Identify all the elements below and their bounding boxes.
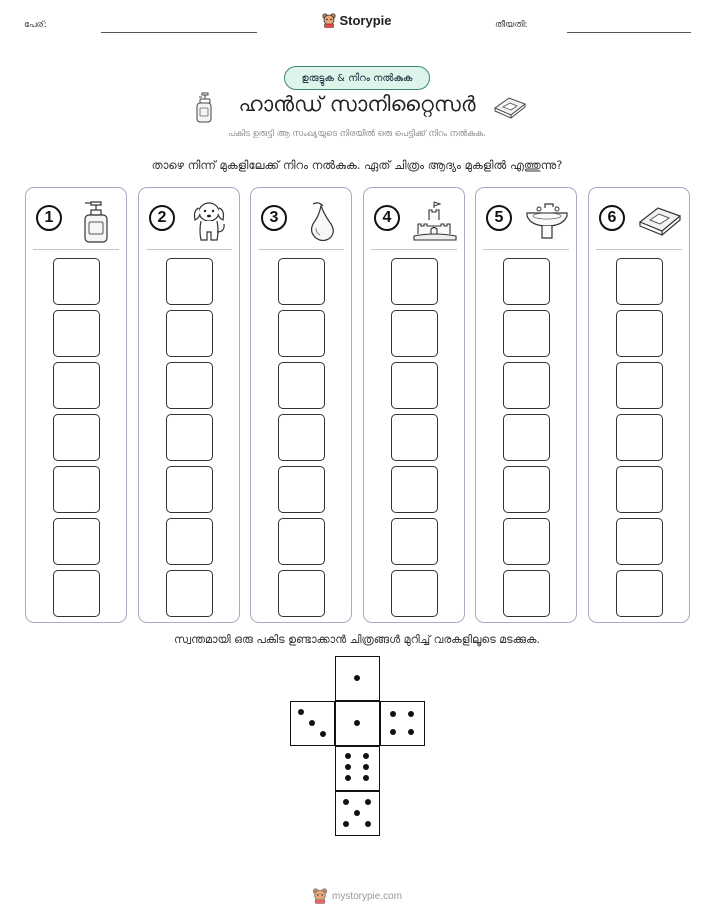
color-box[interactable] [166,570,213,617]
die-pip [320,731,326,737]
color-box[interactable] [53,414,100,461]
column-1 [25,187,127,623]
die-face-1 [335,701,380,746]
name-line[interactable] [101,32,257,33]
color-box[interactable] [278,310,325,357]
water-drop-icon [299,198,345,244]
color-box[interactable] [503,362,550,409]
die-pip [354,720,360,726]
color-box[interactable] [503,310,550,357]
die-pip [408,729,414,735]
color-box[interactable] [616,466,663,513]
page-subtitle: പകിട ഉരുട്ടി ആ സംഖ്യയുടെ നിരയിൽ ഒരു പെട്ടിക്ക് നിറം നൽകുക. [228,129,486,139]
color-box[interactable] [391,258,438,305]
die-pip [309,720,315,726]
sand-castle-icon [412,198,458,244]
column-divider [483,249,569,250]
color-box[interactable] [278,362,325,409]
color-box[interactable] [166,310,213,357]
color-box[interactable] [391,414,438,461]
column-divider [596,249,682,250]
puppy-icon [187,198,233,244]
color-box[interactable] [503,466,550,513]
color-box[interactable] [53,310,100,357]
die-pip [363,753,369,759]
column-3 [250,187,352,623]
column-number: 2 [149,205,175,231]
die-pip [343,799,349,805]
color-box[interactable] [616,362,663,409]
die-face-3 [290,701,335,746]
color-box[interactable] [53,258,100,305]
column-divider [146,249,232,250]
soap-icon [492,94,528,120]
color-box[interactable] [278,570,325,617]
die-face-6 [335,746,380,791]
color-box[interactable] [391,310,438,357]
die-net-instruction: സ്വന്തമായി ഒരു പകിട ഉണ്ടാക്കാൻ ചിത്രങ്ങൾ മുറിച്ച് വരകളിലൂടെ മടക്കുക. [174,633,540,646]
die-pip [345,764,351,770]
color-box[interactable] [616,518,663,565]
color-box[interactable] [503,258,550,305]
die-face-5 [335,791,380,836]
column-number: 3 [261,205,287,231]
color-box[interactable] [53,466,100,513]
column-6 [588,187,690,623]
color-box[interactable] [166,414,213,461]
color-box[interactable] [166,362,213,409]
color-box[interactable] [53,518,100,565]
die-pip [408,711,414,717]
brand [0,13,714,28]
date-line[interactable] [567,32,691,33]
color-box[interactable] [278,258,325,305]
die-pip [354,810,360,816]
footer [0,888,714,904]
color-box[interactable] [166,258,213,305]
bear-logo-icon [322,13,336,28]
name-label: പേര്: [24,20,47,30]
color-box[interactable] [166,466,213,513]
activity-badge: ഉരുട്ടുക & നിറം നൽകുക [284,66,430,90]
column-divider [33,249,119,250]
die-pip [365,821,371,827]
die-pip [390,711,396,717]
die-pip [390,729,396,735]
die-pip [345,753,351,759]
die-pip [354,675,360,681]
brand-name: Storypie [339,13,392,28]
die-pip [365,799,371,805]
column-number: 4 [374,205,400,231]
column-divider [371,249,457,250]
column-2 [138,187,240,623]
die-face-1 [335,656,380,701]
color-box[interactable] [503,570,550,617]
die-pip [298,709,304,715]
column-5 [475,187,577,623]
bear-logo-icon [312,888,328,904]
color-box[interactable] [391,362,438,409]
column-divider [258,249,344,250]
page-title: ഹാൻഡ് സാനിറ്റൈസർ [238,92,476,116]
column-number: 5 [486,205,512,231]
column-number: 1 [36,205,62,231]
color-box[interactable] [53,570,100,617]
color-box[interactable] [616,258,663,305]
die-pip [363,764,369,770]
color-box[interactable] [616,570,663,617]
footer-url[interactable]: mystorypie.com [331,890,402,902]
color-box[interactable] [391,466,438,513]
hand-sanitizer-icon [74,198,120,244]
instruction-text: താഴെ നിന്ന് മുകളിലേക്ക് നിറം നൽകുക. ഏത് ചിത്രം ആദ്യം മുകളിൽ എത്തുന്നു? [151,158,563,172]
color-box[interactable] [391,518,438,565]
color-box[interactable] [278,466,325,513]
die-pip [343,821,349,827]
column-4 [363,187,465,623]
date-label: തീയതി: [495,20,528,30]
die-pip [345,775,351,781]
color-box[interactable] [616,310,663,357]
color-box[interactable] [503,518,550,565]
color-box[interactable] [53,362,100,409]
color-box[interactable] [616,414,663,461]
color-box[interactable] [503,414,550,461]
color-box[interactable] [278,414,325,461]
die-face-4 [380,701,425,746]
sink-icon [524,198,570,244]
color-box[interactable] [391,570,438,617]
color-box[interactable] [166,518,213,565]
color-box[interactable] [278,518,325,565]
column-number: 6 [599,205,625,231]
die-pip [363,775,369,781]
soap-icon [637,198,683,244]
